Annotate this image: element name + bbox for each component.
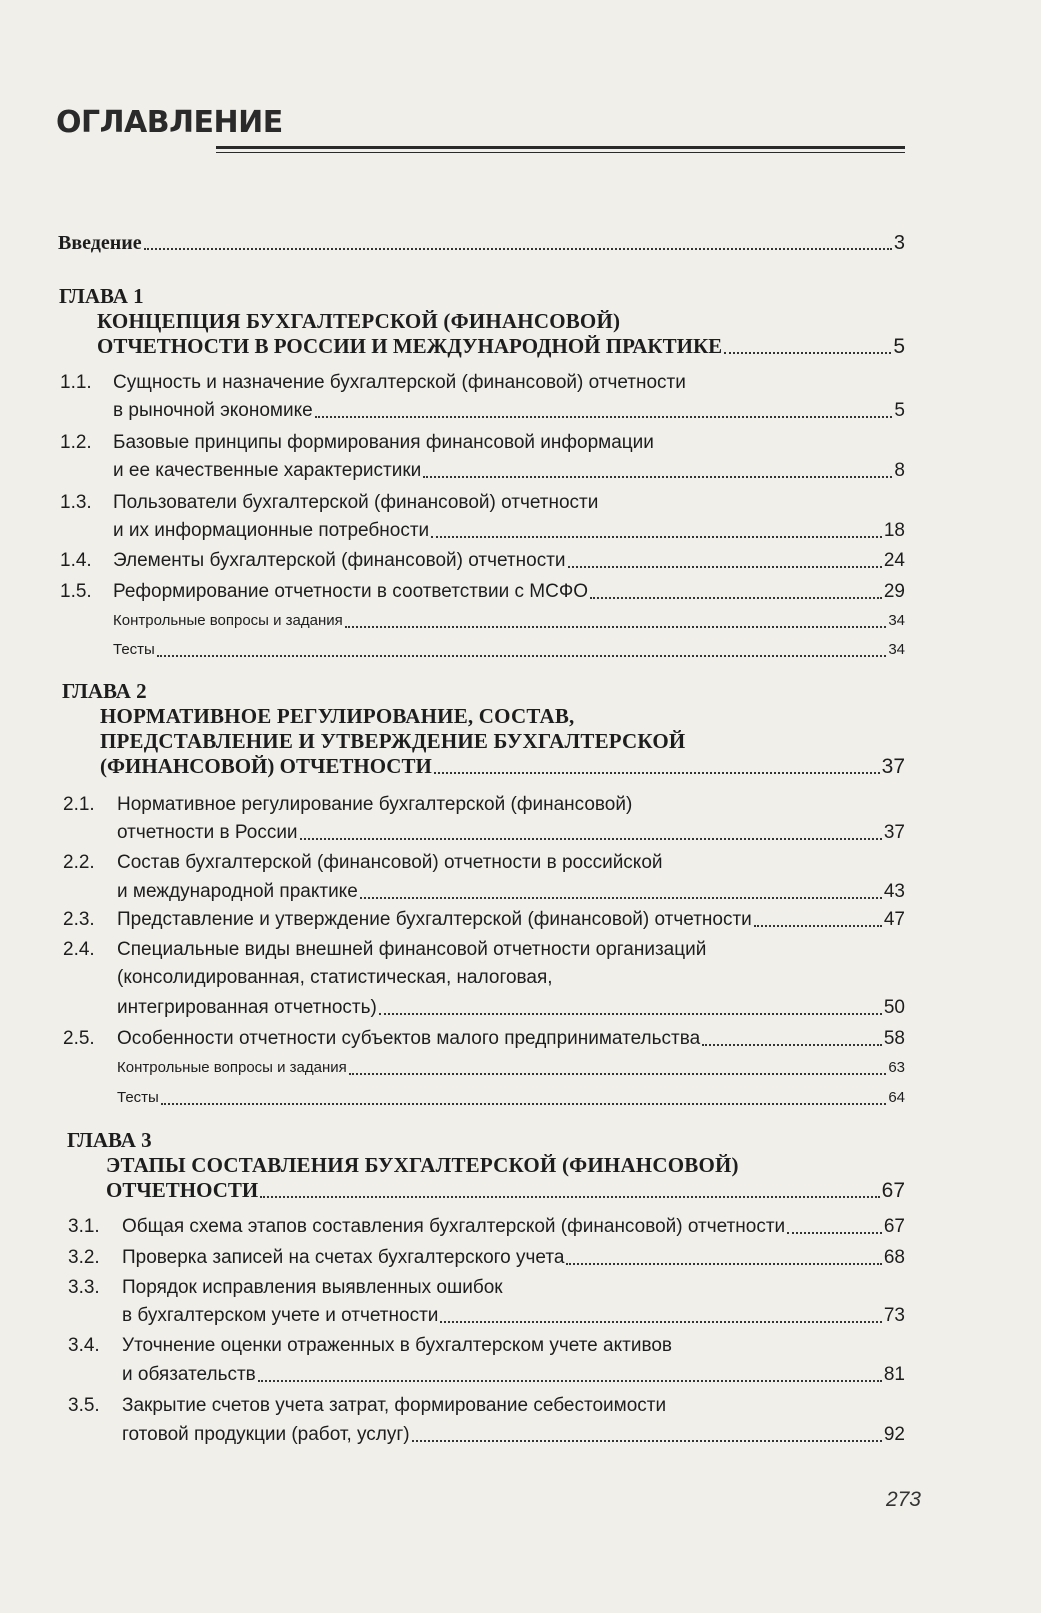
page-ref: 43 (883, 881, 905, 902)
page-ref: 67 (883, 1216, 905, 1237)
dot-leader (590, 596, 882, 599)
page-ref: 92 (883, 1424, 905, 1445)
dot-leader (161, 1102, 886, 1105)
dot-leader (258, 1379, 882, 1382)
page-ref: 50 (883, 997, 905, 1018)
section-row (117, 1026, 905, 1052)
section-title-line: Состав бухгалтерской (финансовой) отчетности в российской (117, 852, 663, 873)
page-ref: 24 (883, 550, 905, 571)
dot-leader (754, 924, 882, 927)
section-title-line: (консолидированная, статистическая, налоговая, (117, 967, 553, 988)
page-ref: 18 (883, 520, 905, 541)
section-number: 3.5. (68, 1395, 100, 1416)
section-row (113, 579, 905, 605)
page-ref: 63 (888, 1059, 905, 1076)
section-number: 1.4. (60, 550, 92, 571)
dot-leader (787, 1231, 882, 1234)
chapter-title-row (97, 333, 905, 360)
page-ref: 37 (881, 755, 905, 778)
dot-leader (300, 837, 882, 840)
toc-row-intro (58, 230, 905, 256)
section-row (113, 518, 905, 544)
section-row (117, 995, 905, 1021)
extra-row (117, 1085, 905, 1111)
section-title-line: отчетности в России (117, 822, 298, 843)
section-row (122, 1422, 905, 1448)
dot-leader (315, 415, 893, 418)
section-number: 1.2. (60, 432, 92, 453)
section-row (122, 1245, 905, 1271)
section-number: 2.3. (63, 909, 95, 930)
section-number: 2.2. (63, 852, 95, 873)
section-number: 1.5. (60, 581, 92, 602)
section-title-line: Реформирование отчетности в соответствии с МСФО (113, 581, 589, 602)
extra-label: Контрольные вопросы и задания (117, 1059, 347, 1076)
chapter-title-line: КОНЦЕПЦИЯ БУХГАЛТЕРСКОЙ (ФИНАНСОВОЙ) (97, 309, 621, 333)
dot-leader (431, 535, 882, 538)
section-title-line: Проверка записей на счетах бухгалтерского учета (122, 1247, 565, 1268)
dot-leader (423, 475, 892, 478)
page-ref: 5 (894, 400, 905, 421)
section-row (113, 458, 905, 484)
dot-leader (702, 1043, 882, 1046)
page-ref: 34 (888, 612, 905, 629)
page-ref: 47 (883, 909, 905, 930)
section-title-line: Закрытие счетов учета затрат, формирование себестоимости (122, 1395, 667, 1416)
section-number: 2.1. (63, 794, 95, 815)
section-row (117, 879, 905, 905)
page-ref: 67 (881, 1179, 905, 1202)
chapter-label: ГЛАВА 1 (59, 284, 144, 308)
dot-leader (349, 1072, 887, 1075)
page-ref: 3 (893, 232, 905, 254)
page-ref: 34 (888, 641, 905, 658)
dot-leader (566, 1262, 881, 1265)
chapter-title-line: НОРМАТИВНОЕ РЕГУЛИРОВАНИЕ, СОСТАВ, (100, 704, 575, 728)
section-title-line: и ее качественные характеристики (113, 460, 422, 481)
chapter-title-line: ЭТАПЫ СОСТАВЛЕНИЯ БУХГАЛТЕРСКОЙ (ФИНАНСОВОЙ) (106, 1153, 739, 1177)
dot-leader (412, 1439, 882, 1442)
dot-leader (440, 1320, 881, 1323)
section-title-line: в рыночной экономике (113, 400, 313, 421)
page-ref: 29 (883, 581, 905, 602)
section-title-line: Порядок исправления выявленных ошибок (122, 1277, 503, 1298)
dot-leader (568, 565, 882, 568)
chapter-label: ГЛАВА 2 (62, 679, 147, 703)
section-row (113, 398, 905, 424)
extra-row (117, 1055, 905, 1081)
section-row (117, 820, 905, 846)
section-title-line: Пользователи бухгалтерской (финансовой) отчетности (113, 492, 599, 513)
dot-leader (157, 654, 886, 657)
intro-label: Введение (58, 232, 142, 254)
dot-leader (345, 625, 887, 628)
section-title-line: Общая схема этапов составления бухгалтерской (финансовой) отчетности (122, 1216, 786, 1237)
section-title-line: и обязательств (122, 1364, 256, 1385)
section-title-line: Уточнение оценки отраженных в бухгалтерском учете активов (122, 1335, 672, 1356)
dot-leader (260, 1195, 879, 1198)
chapter-title-line: ОТЧЕТНОСТИ (106, 1178, 259, 1202)
chapter-title-line: (ФИНАНСОВОЙ) ОТЧЕТНОСТИ (100, 754, 432, 778)
page-title: ОГЛАВЛЕНИЕ (56, 105, 283, 140)
page-ref: 81 (883, 1364, 905, 1385)
section-number: 2.4. (63, 939, 95, 960)
extra-label: Контрольные вопросы и задания (113, 612, 343, 629)
section-number: 3.2. (68, 1247, 100, 1268)
section-row (113, 548, 905, 574)
section-title-line: Особенности отчетности субъектов малого предпринимательства (117, 1028, 701, 1049)
section-title-line: и международной практике (117, 881, 358, 902)
page-ref: 64 (888, 1089, 905, 1106)
page-ref: 8 (894, 460, 905, 481)
page-ref: 68 (883, 1247, 905, 1268)
page-ref: 37 (883, 822, 905, 843)
section-title-line: Сущность и назначение бухгалтерской (финансовой) отчетности (113, 372, 686, 393)
section-title-line: Базовые принципы формирования финансовой информации (113, 432, 654, 453)
section-row (122, 1362, 905, 1388)
section-number: 3.3. (68, 1277, 100, 1298)
page-number: 273 (885, 1488, 921, 1511)
page-ref: 58 (883, 1028, 905, 1049)
section-row (122, 1214, 905, 1240)
section-title-line: Специальные виды внешней финансовой отчетности организаций (117, 939, 707, 960)
dot-leader (379, 1012, 882, 1015)
section-row (122, 1303, 905, 1329)
section-title-line: Элементы бухгалтерской (финансовой) отчетности (113, 550, 566, 571)
chapter-label: ГЛАВА 3 (67, 1128, 152, 1152)
chapter-title-line: ОТЧЕТНОСТИ В РОССИИ И МЕЖДУНАРОДНОЙ ПРАКТИКЕ (97, 334, 723, 358)
dot-leader (144, 247, 892, 250)
extra-label: Тесты (117, 1089, 159, 1106)
chapter-title-line: ПРЕДСТАВЛЕНИЕ И УТВЕРЖДЕНИЕ БУХГАЛТЕРСКОЙ (100, 729, 686, 753)
extra-row (113, 608, 905, 634)
dot-leader (724, 351, 891, 354)
section-title-line: в бухгалтерском учете и отчетности (122, 1305, 439, 1326)
chapter-title-row (100, 753, 905, 780)
page-ref: 5 (893, 335, 905, 358)
section-number: 3.4. (68, 1335, 100, 1356)
chapter-title-row (106, 1177, 905, 1204)
section-number: 1.3. (60, 492, 92, 513)
section-title-line: Нормативное регулирование бухгалтерской (финансовой) (117, 794, 633, 815)
extra-row (113, 637, 905, 663)
section-number: 3.1. (68, 1216, 100, 1237)
section-number: 1.1. (60, 372, 92, 393)
extra-label: Тесты (113, 641, 155, 658)
section-title-line: и их информационные потребности (113, 520, 430, 541)
section-row (117, 907, 905, 933)
dot-leader (360, 896, 882, 899)
section-title-line: интегрированная отчетность) (117, 997, 377, 1018)
section-title-line: готовой продукции (работ, услуг) (122, 1424, 410, 1445)
section-number: 2.5. (63, 1028, 95, 1049)
dot-leader (434, 771, 880, 774)
section-title-line: Представление и утверждение бухгалтерской (финансовой) отчетности (117, 909, 752, 930)
page-ref: 73 (883, 1305, 905, 1326)
